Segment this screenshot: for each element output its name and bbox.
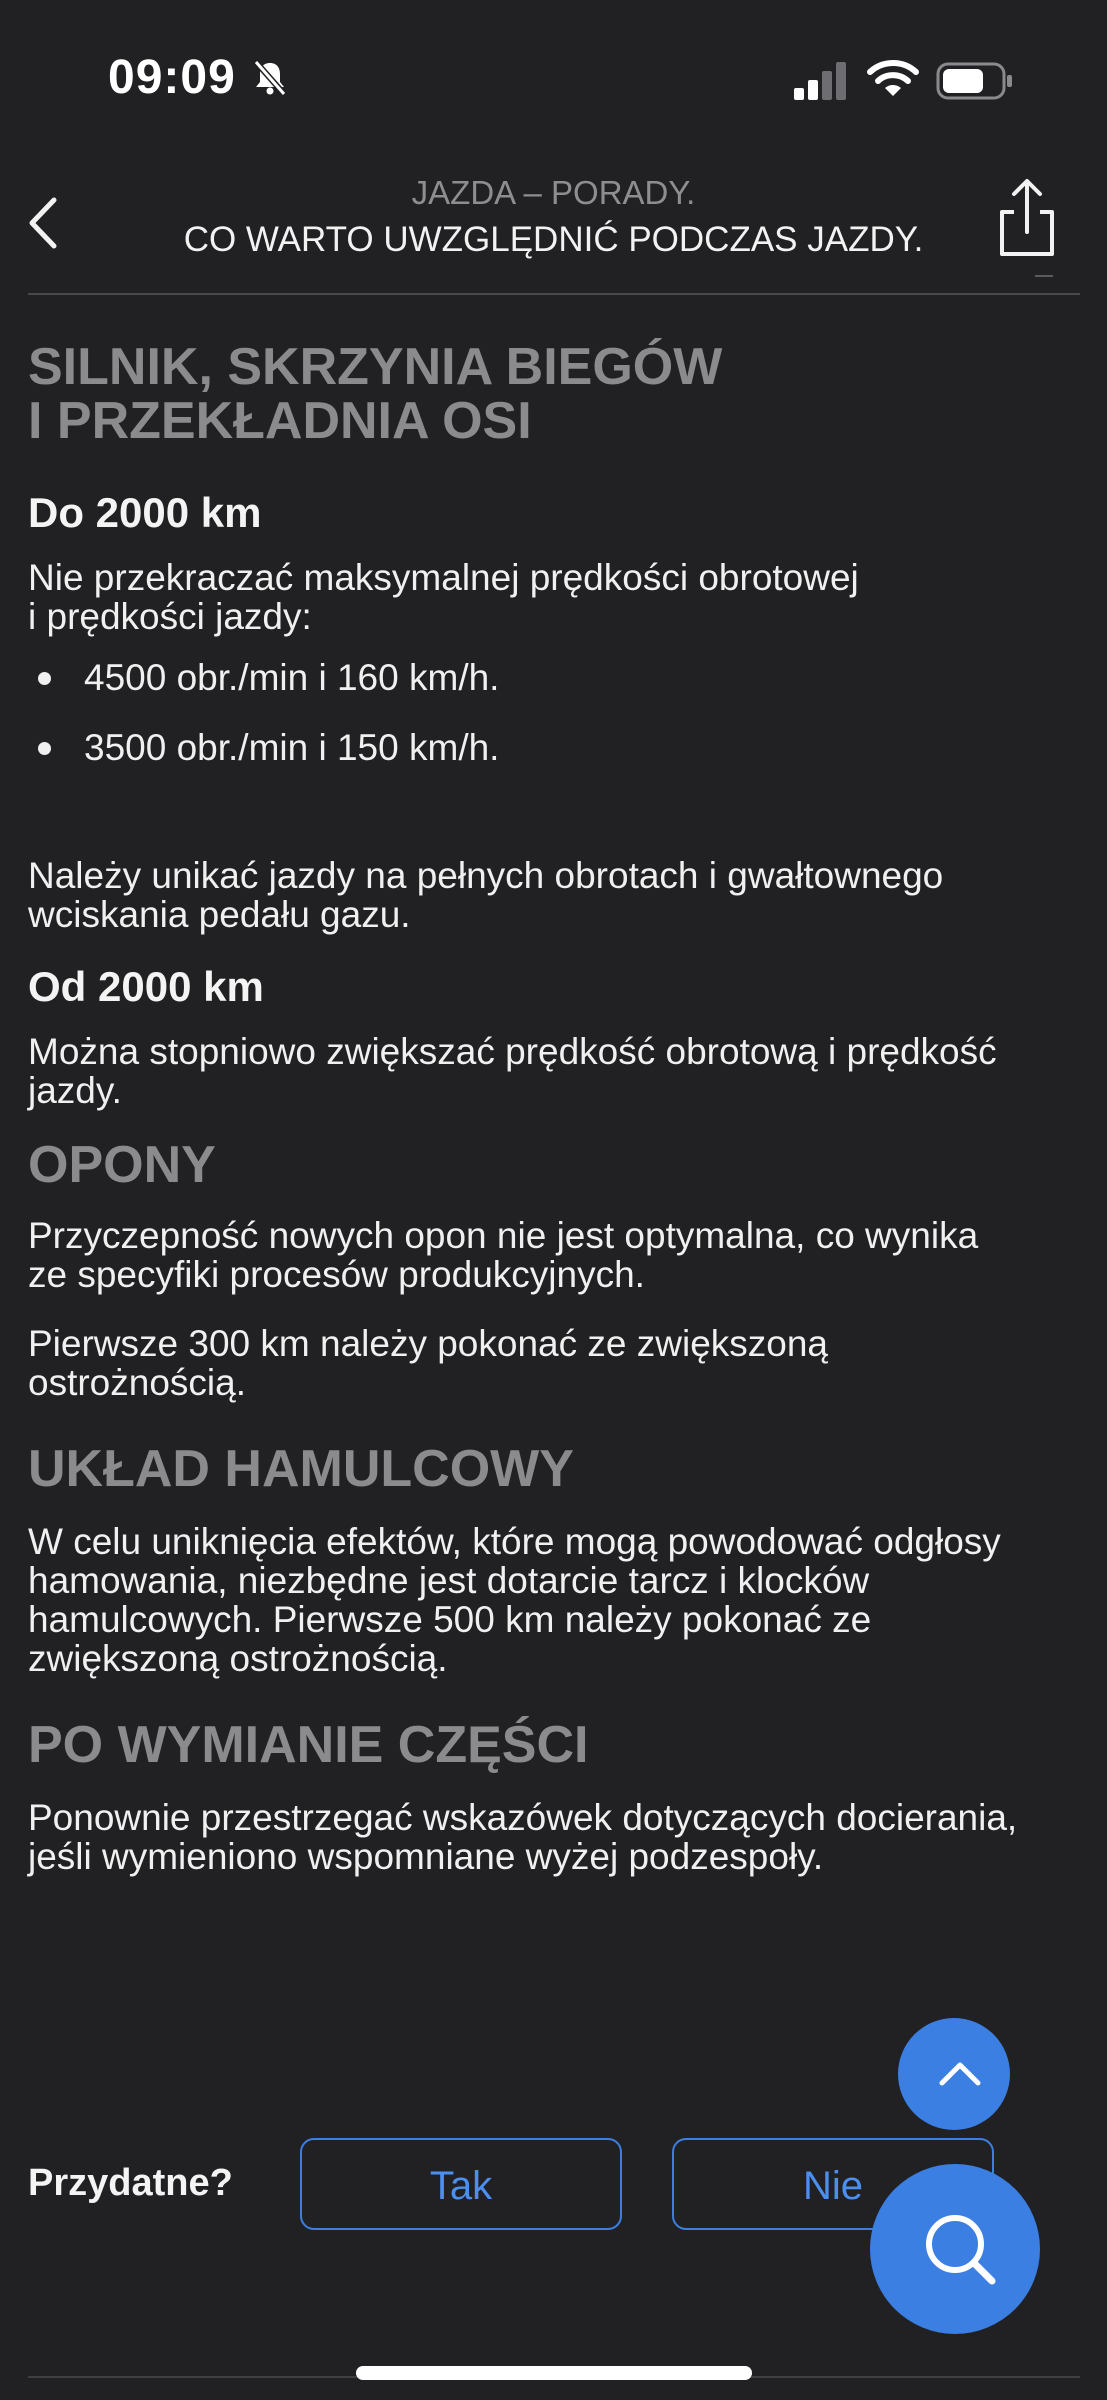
paragraph [28, 1522, 1078, 1678]
subheading-from-2000km: Od 2000 km [28, 963, 264, 1010]
paragraph [28, 558, 1078, 636]
text-line: Ponownie przestrzegać wskazówek dotyczących docierania, [28, 1797, 1018, 1838]
paragraph [28, 1798, 1078, 1876]
section-heading-engine [28, 340, 1078, 448]
cellular-signal-icon [792, 60, 850, 102]
heading-line: SILNIK, SKRZYNIA BIEGÓW [28, 338, 723, 396]
text-line: hamowania, niezbędne jest dotarcie tarcz i klocków [28, 1560, 870, 1601]
text-line: jeśli wymieniono wspomniane wyżej podzespoły. [28, 1836, 824, 1877]
home-indicator[interactable] [356, 2366, 752, 2380]
text-line: W celu uniknięcia efektów, które mogą powodować odgłosy [28, 1521, 1001, 1562]
scroll-to-top-button[interactable] [898, 2018, 1010, 2130]
list-item-text: 4500 obr./min i 160 km/h. [84, 657, 500, 698]
bullet-dot [38, 672, 51, 685]
text-line: Nie przekraczać maksymalnej prędkości obrotowej [28, 557, 859, 598]
status-time: 09:09 [108, 51, 236, 104]
share-icon[interactable] [992, 174, 1062, 264]
chevron-up-icon [904, 2019, 1016, 2131]
section-heading-parts: PO WYMIANIE CZĘŚCI [28, 1716, 589, 1774]
section-heading-tires: OPONY [28, 1136, 216, 1194]
paragraph [28, 1216, 1078, 1294]
text-line: zwiększoną ostrożnością. [28, 1638, 448, 1679]
section-parts [28, 1718, 1078, 1876]
top-navigation-header [0, 160, 1107, 295]
paragraph [28, 856, 1078, 934]
text-line: hamulcowych. Pierwsze 500 km należy pokonać ze [28, 1599, 872, 1640]
section-heading-brakes: UKŁAD HAMULCOWY [28, 1440, 574, 1498]
wifi-icon [866, 58, 920, 100]
feedback-yes-button[interactable]: Tak [300, 2138, 622, 2230]
search-button[interactable] [870, 2164, 1040, 2334]
list-item [28, 658, 1078, 698]
page-category: JAZDA – PORADY. [411, 174, 696, 211]
bullet-dot [38, 742, 51, 755]
header-divider [28, 293, 1080, 295]
article-content [28, 340, 1078, 1876]
heading-line: I PRZEKŁADNIA OSI [28, 392, 532, 450]
page-title-text: CO WARTO UWZGLĘDNIĆ PODCZAS JAZDY. [183, 220, 924, 259]
bell-slash-icon [250, 58, 290, 98]
paragraph [28, 1324, 1078, 1402]
header-scroll-mark [1035, 275, 1053, 277]
text-line: ostrożnością. [28, 1362, 246, 1403]
text-line: Można stopniowo zwiększać prędkość obrotową i prędkość [28, 1031, 997, 1072]
text-line: ze specyfiki procesów produkcyjnych. [28, 1254, 645, 1295]
text-line: Przyczepność nowych opon nie jest optymalna, co wynika [28, 1215, 979, 1256]
text-line: Należy unikać jazdy na pełnych obrotach i gwałtownego [28, 855, 944, 896]
search-icon [876, 2165, 1046, 2335]
section-tires [28, 1138, 1078, 1402]
text-line: wciskania pedału gazu. [28, 894, 411, 935]
section-brakes [28, 1442, 1078, 1678]
page-title [130, 170, 977, 264]
list-item-text: 3500 obr./min i 150 km/h. [84, 727, 500, 768]
subheading-up-to-2000km: Do 2000 km [28, 489, 262, 536]
text-line: i prędkości jazdy: [28, 596, 312, 637]
section-engine [28, 340, 1078, 1110]
chevron-left-icon[interactable] [20, 188, 70, 258]
battery-icon [936, 62, 1014, 100]
list-item [28, 728, 1078, 768]
paragraph [28, 1032, 1078, 1110]
status-bar [0, 0, 1107, 160]
text-line: jazdy. [28, 1070, 122, 1111]
speed-limits-list [28, 658, 1078, 768]
text-line: Pierwsze 300 km należy pokonać ze zwiększoną [28, 1323, 828, 1364]
feedback-no-button[interactable]: Nie [672, 2138, 994, 2230]
feedback-label: Przydatne? [28, 2162, 233, 2204]
